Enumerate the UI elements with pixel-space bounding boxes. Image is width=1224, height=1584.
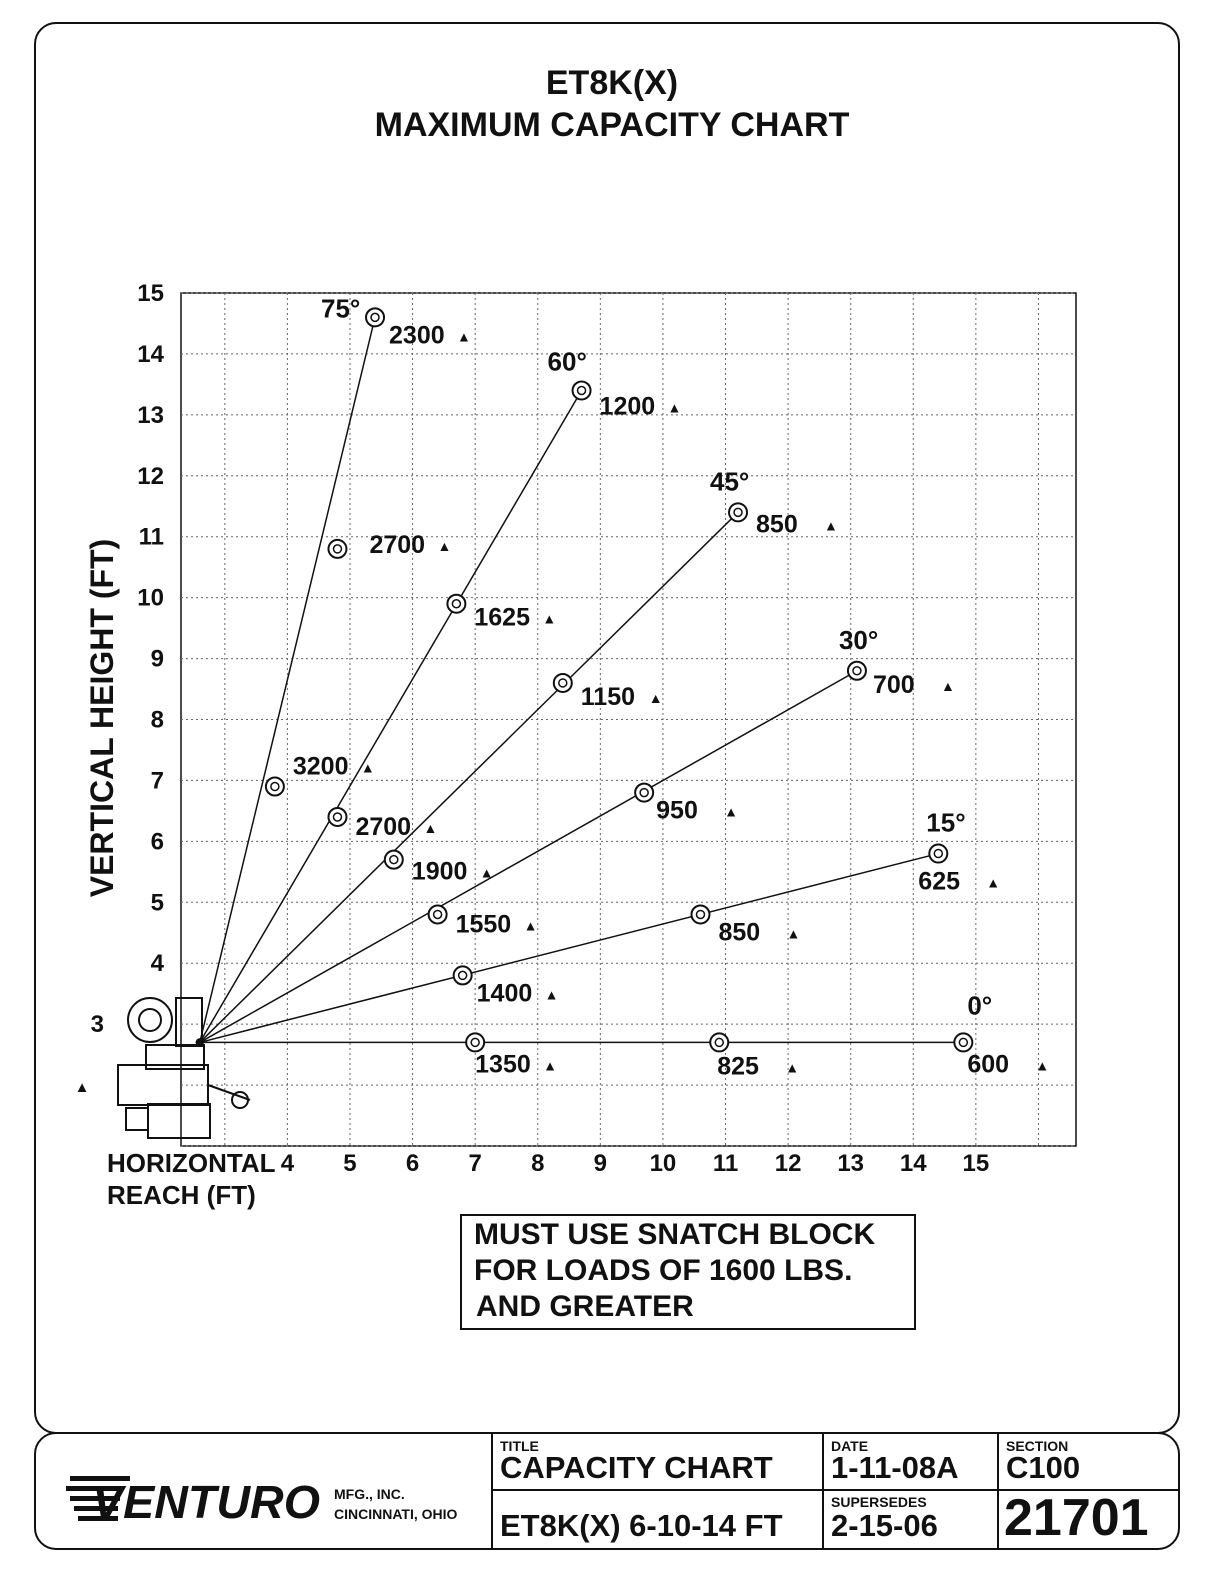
load-point — [366, 308, 384, 326]
capacity-label: 1150 — [580, 682, 636, 711]
boom-angle-label: 45° — [710, 466, 750, 497]
section-label: SECTION — [1006, 1438, 1069, 1454]
capacity-label: 2300 — [389, 321, 445, 350]
capacity-label: 2700 — [355, 812, 412, 841]
boom-angle-label: 75° — [321, 293, 361, 324]
load-point — [954, 1033, 972, 1051]
load-point — [454, 966, 472, 984]
crane-pedestal — [148, 1104, 210, 1138]
capacity-marker: ▲ — [940, 677, 955, 694]
x-tick-label: 7 — [468, 1150, 482, 1177]
logo-wordmark: VENTURO — [92, 1476, 321, 1526]
x-tick-label: 12 — [774, 1150, 802, 1177]
load-point — [328, 808, 346, 826]
capacity-marker: ▲ — [360, 759, 375, 776]
supersedes-value: 2-15-06 — [831, 1508, 938, 1543]
x-tick-label: 8 — [531, 1150, 545, 1177]
note-line-2: FOR LOADS OF 1600 LBS. — [474, 1254, 853, 1287]
capacity-label: 600 — [967, 1050, 1010, 1079]
x-tick-label: 14 — [899, 1150, 927, 1177]
capacity-label: 1550 — [455, 910, 512, 939]
y-tick-label: 10 — [137, 584, 164, 612]
load-point — [447, 595, 465, 613]
x-tick-label: 5 — [343, 1150, 357, 1177]
capacity-marker: ▲ — [479, 864, 494, 881]
boom-angle-label: 0° — [967, 990, 993, 1021]
section-value: C100 — [1006, 1450, 1081, 1485]
load-point — [691, 905, 709, 923]
capacity-label: 625 — [918, 867, 961, 896]
company-logo — [66, 1470, 326, 1526]
supersedes-label: SUPERSEDES — [831, 1494, 927, 1510]
load-point — [429, 905, 447, 923]
capacity-label: 3200 — [292, 752, 349, 781]
y-tick-label: 12 — [137, 462, 164, 490]
model-value: ET8K(X) 6-10-14 FT — [500, 1508, 783, 1543]
load-point — [929, 845, 947, 863]
capacity-marker: ▲ — [523, 917, 538, 934]
crane-bracket — [126, 1108, 148, 1130]
load-point — [554, 674, 572, 692]
y-tick-label: 14 — [137, 340, 164, 368]
y-tick-label: 11 — [138, 523, 164, 551]
load-point — [729, 503, 747, 521]
chart-title: ET8K(X) — [545, 64, 679, 102]
load-point — [328, 540, 346, 558]
capacity-label: 1200 — [599, 392, 656, 421]
y-tick-label: 5 — [150, 889, 164, 917]
boom-line — [200, 390, 582, 1042]
x-tick-label: 6 — [405, 1150, 420, 1177]
boom-angle-label: 15° — [926, 807, 966, 838]
date-value: 1-11-08A — [831, 1450, 959, 1485]
company-line-1: MFG., INC. — [334, 1486, 405, 1502]
capacity-marker: ▲ — [785, 1059, 800, 1076]
capacity-label: 950 — [656, 796, 698, 825]
x-tick-label: 4 — [280, 1150, 295, 1177]
capacity-marker: ▲ — [986, 874, 1001, 891]
capacity-marker: ▲ — [724, 803, 739, 820]
boom-pivot — [196, 1038, 204, 1046]
capacity-marker: ▲ — [667, 399, 682, 416]
y-tick-label: 7 — [150, 767, 164, 795]
capacity-marker: ▲ — [423, 819, 438, 836]
capacity-marker: ▲ — [648, 689, 663, 706]
y-tick-label: 13 — [137, 401, 164, 429]
x-tick-label: 15 — [962, 1150, 990, 1177]
capacity-marker: ▲ — [543, 1057, 558, 1074]
capacity-label: 850 — [756, 510, 798, 539]
y-tick-label: 15 — [137, 280, 164, 307]
capacity-label: 700 — [872, 670, 915, 699]
crane-body — [118, 998, 250, 1138]
title-label: TITLE — [500, 1438, 539, 1454]
y-tick-label: 4 — [150, 950, 164, 978]
y-tick-label: 9 — [150, 645, 164, 673]
crane-base — [118, 1065, 208, 1105]
capacity-label: 1625 — [474, 603, 531, 632]
load-point — [710, 1033, 728, 1051]
load-point — [266, 778, 284, 796]
x-axis-label-line-2: REACH (FT) — [107, 1180, 256, 1210]
company-line-2: CINCINNATI, OHIO — [334, 1506, 458, 1522]
capacity-marker: ▲ — [542, 610, 557, 627]
x-tick-label: 11 — [712, 1150, 739, 1177]
boom-line — [200, 854, 939, 1043]
boom-angle-label: 60° — [547, 346, 587, 377]
capacity-marker: ▲ — [437, 537, 452, 554]
y-tick-label: 8 — [150, 706, 164, 734]
load-point — [385, 851, 403, 869]
drawing-number: 21701 — [1004, 1489, 1149, 1547]
capacity-marker: ▲ — [824, 517, 838, 534]
x-tick-label: 10 — [649, 1150, 677, 1177]
capacity-label: 850 — [718, 918, 761, 947]
capacity-label: 1900 — [411, 857, 468, 886]
capacity-marker: ▲ — [1035, 1057, 1050, 1074]
series-0 — [196, 293, 471, 1046]
y-tick-label: 6 — [150, 828, 164, 856]
y-tick-label: 3 — [90, 1011, 104, 1039]
capacity-marker: ▲ — [544, 986, 559, 1003]
load-point — [466, 1033, 484, 1051]
note-line-1: MUST USE SNATCH BLOCK — [474, 1218, 876, 1251]
capacity-label: 1350 — [475, 1050, 531, 1079]
boom-angle-label: 30° — [838, 624, 879, 655]
capacity-marker: ▲ — [786, 925, 801, 942]
winch-drum — [128, 998, 172, 1042]
chart-subtitle: MAXIMUM CAPACITY CHART — [374, 106, 850, 144]
date-label: DATE — [831, 1438, 869, 1454]
snatch-block-note — [460, 1214, 916, 1330]
capacity-marker: ▲ — [457, 328, 471, 345]
load-point — [573, 381, 591, 399]
winch-hub — [139, 1009, 161, 1031]
capacity-label: 1400 — [476, 979, 533, 1008]
capacity-label: 2700 — [369, 530, 426, 559]
note-line-3: AND GREATER — [476, 1290, 694, 1323]
triangle-marker: ▲ — [74, 1079, 90, 1096]
title-value: CAPACITY CHART — [500, 1450, 773, 1485]
series-3 — [196, 625, 955, 1047]
x-axis-label-line-1: HORIZONTAL — [107, 1148, 276, 1178]
load-point — [848, 662, 866, 680]
load-point — [635, 784, 653, 802]
x-tick-label: 13 — [837, 1150, 865, 1177]
series-5 — [196, 990, 1049, 1080]
x-tick-label: 9 — [593, 1150, 608, 1177]
y-axis-label: VERTICAL HEIGHT (FT) — [84, 538, 120, 898]
capacity-label: 825 — [717, 1052, 759, 1081]
